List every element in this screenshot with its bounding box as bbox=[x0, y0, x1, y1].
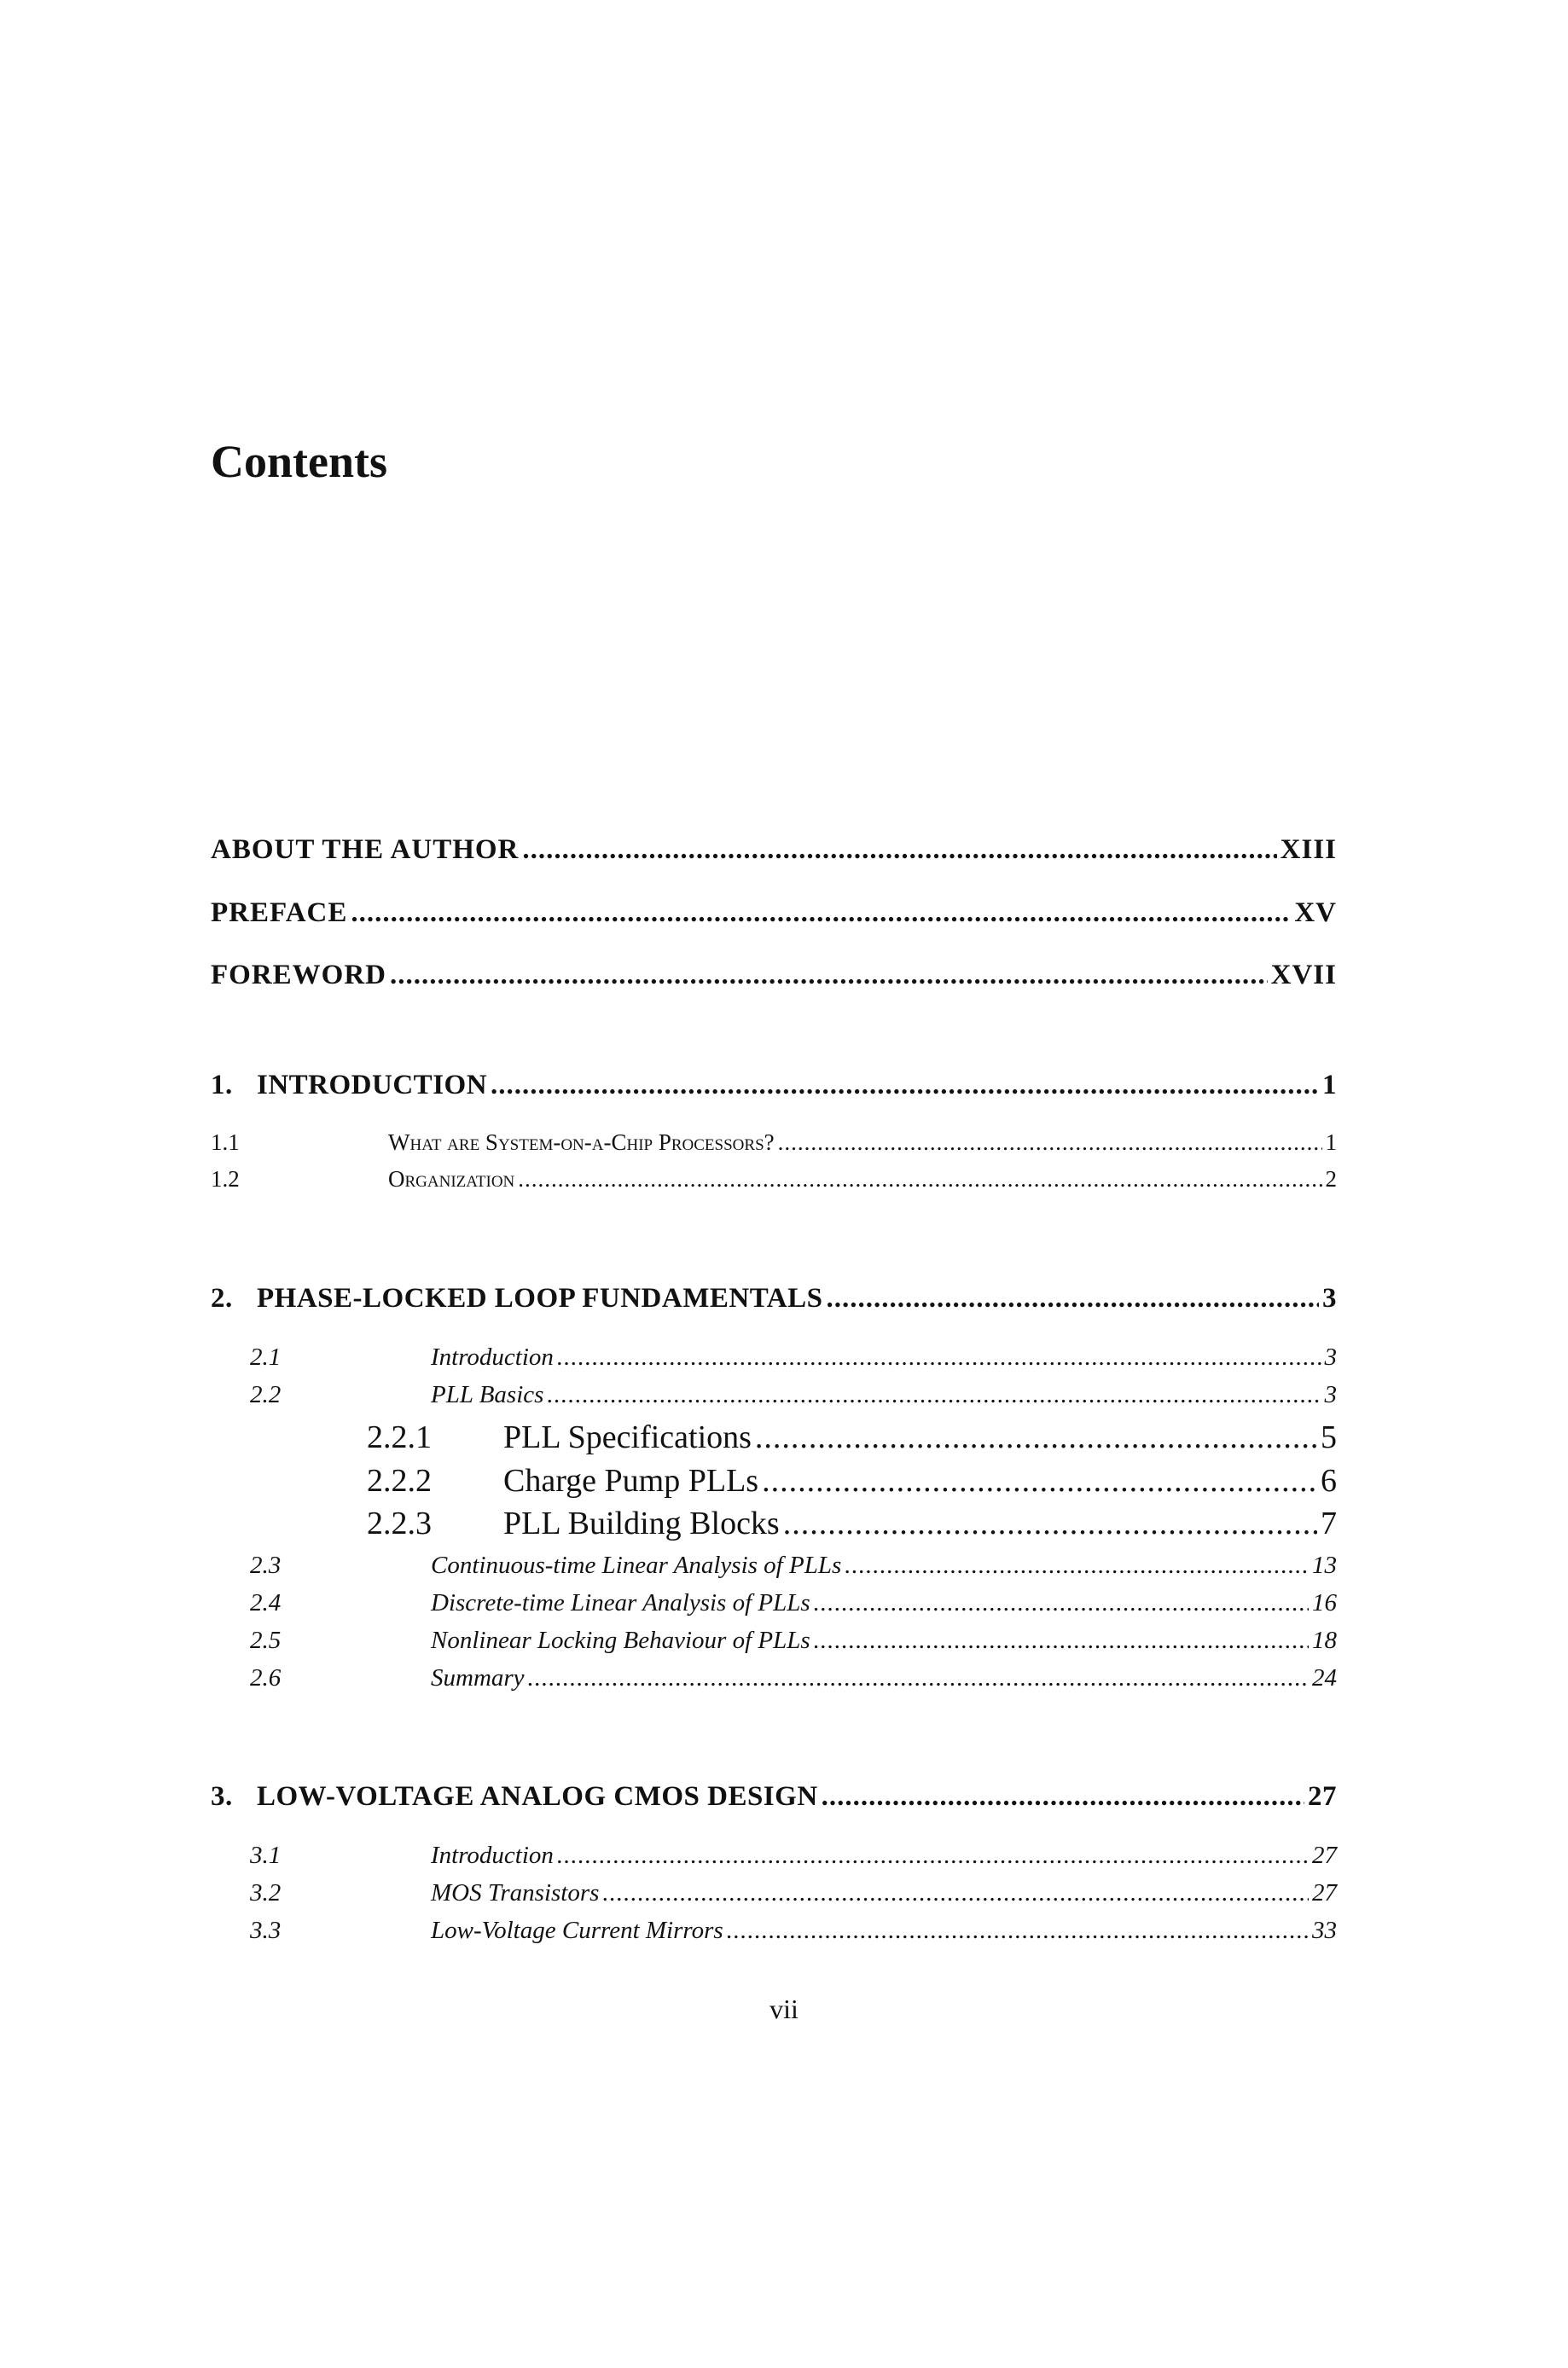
chapter-title: PHASE-LOCKED LOOP FUNDAMENTALS bbox=[257, 1283, 823, 1314]
subsection-page: 6 bbox=[1321, 1463, 1337, 1499]
subsection-title: Charge Pump PLLs bbox=[503, 1463, 759, 1499]
toc-entry-preface bbox=[211, 899, 1337, 927]
section-number: 3.3 bbox=[250, 1917, 282, 1944]
dot-leader bbox=[755, 1421, 1317, 1454]
section-page: 3 bbox=[1324, 1344, 1337, 1371]
toc-section-2-1 bbox=[211, 1345, 1337, 1370]
toc-section-3-2 bbox=[211, 1881, 1337, 1906]
toc-subsection-2-2-2 bbox=[211, 1465, 1337, 1497]
section-page: 13 bbox=[1312, 1552, 1337, 1579]
dot-leader bbox=[826, 1285, 1319, 1313]
page-number: vii bbox=[769, 1994, 799, 2024]
section-title: What are System-on-a-Chip Processors? bbox=[388, 1129, 775, 1155]
subsection-number: 2.2.1 bbox=[367, 1419, 432, 1455]
dot-leader bbox=[762, 1465, 1317, 1497]
section-number: 2.1 bbox=[250, 1344, 282, 1371]
toc-entry-label: PREFACE bbox=[211, 897, 348, 928]
toc-section-1-1 bbox=[211, 1131, 1337, 1154]
dot-leader bbox=[491, 1071, 1319, 1100]
chapter-number: 3. bbox=[211, 1781, 233, 1812]
dot-leader bbox=[518, 1168, 1321, 1191]
dot-leader bbox=[778, 1131, 1322, 1154]
toc-section-2-2 bbox=[211, 1383, 1337, 1407]
section-number: 1.1 bbox=[211, 1129, 240, 1155]
dot-leader bbox=[602, 1881, 1309, 1906]
toc-chapter-2 bbox=[211, 1285, 1337, 1313]
section-page: 2 bbox=[1325, 1166, 1337, 1192]
subsection-page: 5 bbox=[1321, 1419, 1337, 1455]
section-number: 2.3 bbox=[250, 1552, 282, 1579]
chapter-number: 2. bbox=[211, 1283, 233, 1314]
dot-leader bbox=[727, 1918, 1309, 1943]
toc-subsection-2-2-3 bbox=[211, 1507, 1337, 1540]
section-page: 33 bbox=[1312, 1917, 1337, 1944]
section-number: 2.4 bbox=[250, 1589, 282, 1616]
section-page: 27 bbox=[1312, 1842, 1337, 1869]
section-title: MOS Transistors bbox=[431, 1879, 600, 1907]
toc-entry-foreword bbox=[211, 961, 1337, 990]
chapter-page: 1 bbox=[1322, 1070, 1337, 1100]
toc-section-1-2 bbox=[211, 1168, 1337, 1191]
dot-leader bbox=[547, 1383, 1321, 1407]
dot-leader bbox=[814, 1591, 1309, 1616]
dot-leader bbox=[822, 1783, 1304, 1811]
section-page: 27 bbox=[1312, 1879, 1337, 1907]
section-title: Continuous-time Linear Analysis of PLLs bbox=[431, 1552, 842, 1579]
subsection-page: 7 bbox=[1321, 1506, 1337, 1541]
section-page: 3 bbox=[1324, 1381, 1337, 1408]
dot-leader bbox=[351, 899, 1291, 927]
dot-leader bbox=[557, 1345, 1321, 1370]
dot-leader bbox=[522, 836, 1276, 864]
section-page: 18 bbox=[1312, 1627, 1337, 1654]
section-number: 2.5 bbox=[250, 1627, 282, 1654]
section-title: Introduction bbox=[431, 1842, 554, 1869]
section-page: 16 bbox=[1312, 1589, 1337, 1616]
chapter-number: 1. bbox=[211, 1070, 233, 1100]
chapter-title: LOW-VOLTAGE ANALOG CMOS DESIGN bbox=[257, 1781, 818, 1812]
toc-entry-label: ABOUT THE AUTHOR bbox=[211, 834, 520, 865]
subsection-title: PLL Building Blocks bbox=[503, 1506, 780, 1541]
section-title: Nonlinear Locking Behaviour of PLLs bbox=[431, 1627, 810, 1654]
section-title: Summary bbox=[431, 1664, 525, 1692]
toc-section-3-1 bbox=[211, 1843, 1337, 1868]
section-title: PLL Basics bbox=[431, 1381, 544, 1408]
toc-entry-page: XV bbox=[1294, 897, 1337, 928]
section-title: Low-Voltage Current Mirrors bbox=[431, 1917, 723, 1944]
chapter-page: 27 bbox=[1308, 1781, 1337, 1812]
subsection-number: 2.2.3 bbox=[367, 1506, 432, 1541]
section-page: 1 bbox=[1325, 1129, 1337, 1155]
dot-leader bbox=[845, 1553, 1309, 1578]
toc-section-2-5 bbox=[211, 1628, 1337, 1653]
toc-subsection-2-2-1 bbox=[211, 1421, 1337, 1454]
toc-section-2-4 bbox=[211, 1591, 1337, 1616]
toc-chapter-1 bbox=[211, 1071, 1337, 1100]
section-title: Organization bbox=[388, 1166, 515, 1192]
dot-leader bbox=[557, 1843, 1309, 1868]
dot-leader bbox=[814, 1628, 1309, 1653]
page-title: Contents bbox=[211, 436, 388, 487]
section-number: 3.2 bbox=[250, 1879, 282, 1907]
dot-leader bbox=[390, 961, 1268, 990]
subsection-title: PLL Specifications bbox=[503, 1419, 752, 1455]
toc-entry-label: FOREWORD bbox=[211, 960, 386, 990]
chapter-title: INTRODUCTION bbox=[257, 1070, 488, 1100]
section-page: 24 bbox=[1312, 1664, 1337, 1692]
section-number: 3.1 bbox=[250, 1842, 282, 1869]
section-number: 2.6 bbox=[250, 1664, 282, 1692]
toc-chapter-3 bbox=[211, 1783, 1337, 1811]
subsection-number: 2.2.2 bbox=[367, 1463, 432, 1499]
toc-section-2-3 bbox=[211, 1553, 1337, 1578]
section-number: 2.2 bbox=[250, 1381, 282, 1408]
toc-entry-about-the-author bbox=[211, 836, 1337, 864]
section-number: 1.2 bbox=[211, 1166, 240, 1192]
section-title: Introduction bbox=[431, 1344, 554, 1371]
dot-leader bbox=[528, 1666, 1309, 1691]
toc-entry-page: XIII bbox=[1280, 834, 1337, 865]
chapter-page: 3 bbox=[1322, 1283, 1337, 1314]
toc-entry-page: XVII bbox=[1270, 960, 1337, 990]
toc-section-3-3 bbox=[211, 1918, 1337, 1943]
dot-leader bbox=[783, 1507, 1317, 1540]
toc-section-2-6 bbox=[211, 1666, 1337, 1691]
section-title: Discrete-time Linear Analysis of PLLs bbox=[431, 1589, 810, 1616]
